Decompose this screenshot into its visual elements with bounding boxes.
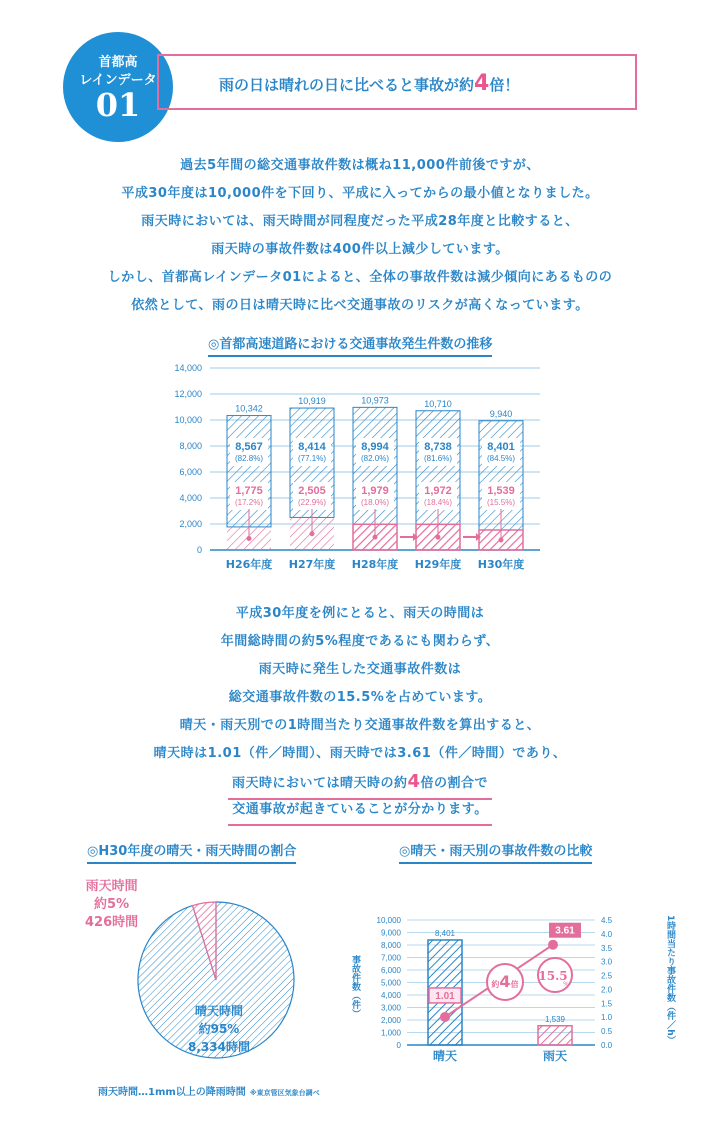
middle-line: 年間総時間の約5%程度であるにも関わらず、 xyxy=(220,634,500,649)
y-tick-label: 1,000 xyxy=(380,1028,401,1038)
rate-tag-label: 3.61 xyxy=(555,925,575,937)
y2-tick-label: 1.5 xyxy=(601,999,613,1009)
weather-time-pie xyxy=(130,880,380,1080)
middle-line: 晴天時は1.01（件／時間）、雨天時では3.61（件／時間）であり、 xyxy=(153,746,567,761)
bar-value-label: 8,401 xyxy=(434,928,456,938)
leader-dot xyxy=(310,531,315,536)
leader-dot xyxy=(436,535,441,540)
rain-value-label: 1,775 xyxy=(235,485,263,497)
sunny-value-label: 8,738 xyxy=(424,441,452,453)
rain-value-label: 2,505 xyxy=(298,485,326,497)
bar-value-label: 1,539 xyxy=(544,1014,566,1024)
y-tick-label: 6,000 xyxy=(179,467,202,477)
x-tick-label: H29年度 xyxy=(414,558,462,571)
y-tick-label: 4,000 xyxy=(380,991,401,1000)
y-tick-label: 12,000 xyxy=(174,389,202,399)
intro-line: 依然として、雨の日は晴天時に比べ交通事故のリスクが高くなっています。 xyxy=(131,298,589,313)
badge-line1: 首都高 xyxy=(98,55,138,70)
middle-paragraph xyxy=(0,600,720,824)
sunny-pct-label: (84.5%) xyxy=(486,454,516,463)
sunny-value-label: 8,414 xyxy=(298,441,326,453)
footnote-source: ※東京管区気象台調べ xyxy=(249,1089,320,1097)
y-tick-label: 2,000 xyxy=(179,519,202,529)
compare-title-text: ◎晴天・雨天別の事故件数の比較 xyxy=(399,844,593,859)
highlight-text-2: 交通事故が起きていることが分かります。 xyxy=(228,796,491,826)
middle-line: 平成30年度を例にとると、雨天の時間は xyxy=(235,606,485,621)
y-tick-label: 14,000 xyxy=(174,363,202,373)
sunny-value-label: 8,401 xyxy=(487,441,515,453)
y-tick-label: 8,000 xyxy=(380,941,401,950)
highlight-text: 雨天時においては晴天時の約 xyxy=(231,776,408,791)
y2-tick-label: 0.5 xyxy=(601,1027,613,1037)
headline-text: 雨の日は晴れの日に比べると事故が約 xyxy=(219,76,475,94)
y2-tick-label: 3.0 xyxy=(601,957,613,967)
pie-title-text: ◎H30年度の晴天・雨天時間の割合 xyxy=(87,844,297,859)
x-tick-label: H28年度 xyxy=(351,558,399,571)
total-label: 10,919 xyxy=(298,396,326,407)
sunny-pct-label: (82.8%) xyxy=(234,454,264,463)
y-tick-label: 4,000 xyxy=(179,493,202,503)
rain-pct-label: (18.4%) xyxy=(423,498,453,507)
total-label: 9,940 xyxy=(489,408,513,419)
sunny-percent: 約95% xyxy=(198,1022,240,1036)
sunny-value-label: 8,994 xyxy=(361,441,389,453)
total-label: 10,342 xyxy=(235,403,263,414)
sunny-hours: 8,334時間 xyxy=(188,1040,250,1054)
share-unit: % xyxy=(563,981,569,988)
rain-pct-label: (22.9%) xyxy=(297,498,327,507)
compare-title xyxy=(399,840,592,859)
leader-dot xyxy=(373,535,378,540)
ratio-label: 約4倍 xyxy=(491,972,519,991)
y2-tick-label: 0.0 xyxy=(601,1041,613,1050)
y2-axis-title: 1時間当たり事故件数（件／h） xyxy=(665,915,675,1045)
y2-tick-label: 2.5 xyxy=(601,971,613,981)
y-tick-label: 0 xyxy=(396,1041,401,1050)
highlight-suffix: 倍の割合で xyxy=(420,776,489,791)
headline-box xyxy=(157,54,637,110)
middle-line: 雨天時に発生した交通事故件数は xyxy=(258,662,462,677)
x-tick-label: H27年度 xyxy=(288,558,336,571)
leader-dot xyxy=(247,536,252,541)
headline-emphasis: 4 xyxy=(474,71,490,96)
intro-paragraph xyxy=(0,152,720,320)
intro-line: しかし、首都高レインデータ01によると、全体の事故件数は減少傾向にあるものの xyxy=(107,270,613,285)
sunny-value-label: 8,567 xyxy=(235,441,263,453)
intro-line: 雨天時においては、雨天時間が同程度だった平成28年度と比較すると、 xyxy=(141,214,579,229)
rain-pct-label: (18.0%) xyxy=(360,498,390,507)
rain-value-label: 1,972 xyxy=(424,485,452,497)
rain-label: 雨天時間 xyxy=(85,879,138,894)
rain-value-label: 1,539 xyxy=(487,485,515,497)
rain-value-label: 1,979 xyxy=(361,485,389,497)
badge-number: 01 xyxy=(95,86,141,124)
share-label: 15.5 xyxy=(538,969,568,983)
headline-suffix: 倍！ xyxy=(489,76,520,94)
badge-line2: レインデータ xyxy=(79,73,157,88)
rain-percent: 約5% xyxy=(94,897,130,912)
y-tick-label: 6,000 xyxy=(380,966,401,975)
y-tick-label: 10,000 xyxy=(376,916,401,925)
accident-trend-chart xyxy=(0,360,720,580)
rate-tag-label: 1.01 xyxy=(435,990,455,1002)
intro-line: 雨天時の事故件数は400件以上減少しています。 xyxy=(211,242,509,257)
y-tick-label: 8,000 xyxy=(179,441,202,451)
total-label: 10,710 xyxy=(424,398,452,409)
x-tick-label: 晴天 xyxy=(432,1049,458,1063)
rain-pct-label: (15.5%) xyxy=(486,498,516,507)
highlight-emphasis: 4 xyxy=(407,771,421,792)
weather-compare-chart xyxy=(345,900,685,1070)
rate-point xyxy=(548,940,558,950)
pie-title xyxy=(87,840,296,859)
x-tick-label: 雨天 xyxy=(542,1049,568,1063)
sunny-pct-label: (82.0%) xyxy=(360,454,390,463)
x-tick-label: H26年度 xyxy=(225,558,273,571)
middle-highlight-2 xyxy=(0,796,720,824)
sunny-pct-label: (77.1%) xyxy=(297,454,327,463)
footnote xyxy=(98,1083,320,1098)
y-tick-label: 0 xyxy=(196,545,202,555)
rain-hours: 426時間 xyxy=(85,915,139,930)
sunny-label: 晴天時間 xyxy=(194,1004,243,1018)
intro-line: 平成30年度は10,000件を下回り、平成に入ってからの最小値となりました。 xyxy=(121,186,599,201)
y2-tick-label: 3.5 xyxy=(601,943,613,953)
rate-point xyxy=(440,1012,450,1022)
footnote-text: 雨天時間…1mm以上の降雨時間 xyxy=(98,1087,246,1098)
rain-pct-label: (17.2%) xyxy=(234,498,264,507)
x-tick-label: H30年度 xyxy=(477,558,525,571)
chart1-title-text: ◎首都高速道路における交通事故発生件数の推移 xyxy=(208,337,493,352)
y-tick-label: 2,000 xyxy=(380,1016,401,1025)
total-label: 10,973 xyxy=(361,395,389,406)
headline xyxy=(219,71,519,96)
y-tick-label: 3,000 xyxy=(380,1003,401,1013)
middle-line: 総交通事故件数の15.5%を占めています。 xyxy=(228,690,492,705)
y-tick-label: 7,000 xyxy=(380,953,401,963)
leader-dot xyxy=(499,537,504,542)
y-tick-label: 9,000 xyxy=(380,928,401,938)
y-axis-title: 事故件数（件） xyxy=(350,955,360,1018)
y2-tick-label: 2.0 xyxy=(601,985,613,995)
middle-line: 晴天・雨天別での1時間当たり交通事故件数を算出すると、 xyxy=(179,718,541,733)
y2-tick-label: 1.0 xyxy=(601,1013,613,1023)
y2-tick-label: 4.5 xyxy=(601,916,613,925)
y-tick-label: 5,000 xyxy=(380,978,401,988)
compare-bar xyxy=(538,1026,572,1045)
y2-tick-label: 4.0 xyxy=(601,929,613,939)
sunny-pct-label: (81.6%) xyxy=(423,454,453,463)
middle-highlight-1 xyxy=(0,768,720,796)
rain-time-label xyxy=(85,878,138,932)
intro-line: 過去5年間の総交通事故件数は概ね11,000件前後ですが、 xyxy=(180,158,540,173)
y-tick-label: 10,000 xyxy=(174,415,202,425)
chart1-title xyxy=(208,333,492,352)
sunny-time-label xyxy=(188,1002,250,1056)
